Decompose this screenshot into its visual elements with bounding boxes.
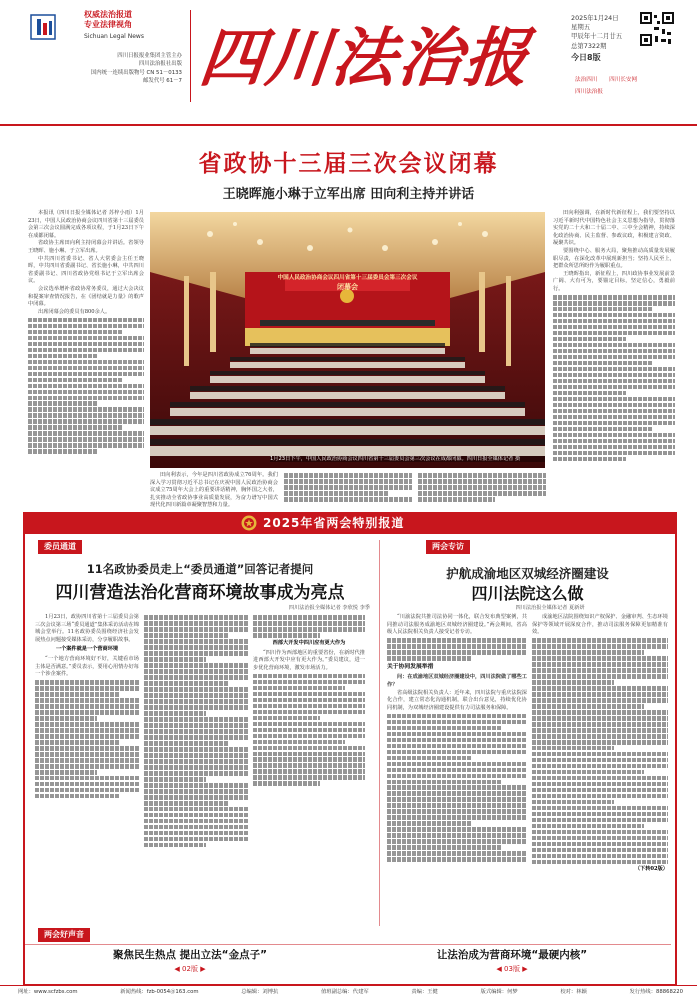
footer-phone: 发行热线：88868220 — [629, 989, 683, 995]
feature-paragraph: 1月23日，政协四川省第十三届委员会第三次会议第三场“委员通道”集体采访活动在锦城会堂举行。11名政协委员围绕经济社会发展热点问题接受媒体采访，分享履职故事。 — [35, 614, 139, 643]
paper-emblem-icon — [30, 14, 56, 40]
teaser-page-1[interactable]: 02版 — [182, 965, 198, 973]
brand-fazhi-sichuan: 法治四川 — [575, 77, 598, 83]
tag-voices: 两会好声音 — [38, 928, 90, 942]
feature-left-pretitle: 11名政协委员走上“委员通道”回答记者提问 — [86, 562, 314, 576]
feature-right-byline: 四川法治报全媒体记者 夏新妍 — [515, 605, 585, 611]
continued-notice[interactable]: （下转02版） — [634, 865, 668, 872]
issue-number: 总第7322期 — [571, 41, 607, 50]
footer-duty-editor: 值班副总编：代建军 — [320, 989, 369, 995]
brand-paper: 四川法治报 — [575, 89, 603, 95]
feature-right-col-2 — [532, 614, 668, 873]
lead-photo — [150, 212, 545, 468]
arrow-left-icon: ◀ — [496, 965, 502, 973]
footer-layout: 版式编辑：何梦 — [480, 989, 518, 995]
paper-english-name: Sichuan Legal News — [84, 33, 144, 40]
feature-left-title: 四川营造法治化营商环境故事成为亮点 — [55, 583, 345, 603]
lead-paragraph: 王晓晖指出，新征程上，四川政协事业发展前景广阔、大有可为，要锚定目标，坚定信心，勇毅前行。 — [553, 270, 675, 292]
photo-caption: 1月23日下午，中国人民政治协商会议四川省第十三届委员会第三次会议在成都闭幕。四川日报全媒体记者 摄 — [270, 456, 545, 462]
lead-paragraph: 出席闭幕会的委员有800余人。 — [38, 308, 111, 315]
teaser-item-2[interactable] — [352, 947, 672, 975]
lead-paragraph: 田向利表示，今年是四川省政协成立76周年。我们深入学习贯彻习近平总书记在庆祝中国人民政治协商会议成立75周年大会上的重要讲话精神，胸怀国之大者，扎实推动全省政协事业高质量发展，为奋力谱写中国式现代化四川新篇章凝聚智慧和力量。 — [150, 472, 278, 509]
issue-weekday: 星期五 — [571, 23, 591, 32]
lead-column-3 — [284, 472, 412, 503]
lead-paragraph: 中共四川省委书记、省人大常委会主任王晓晖，中共四川省委副书记、省长施小琳，中共四川省委副书记、四川省政协党组书记于立军出席会议。 — [28, 255, 144, 285]
publisher-line-1: 四川日报报业集团主管主办 — [117, 53, 182, 59]
paper-logo-text: 四川法治报 — [196, 21, 534, 96]
feature-right-title-2: 四川法院这么做 — [471, 584, 584, 603]
footer-tip-line: 新闻热线：fzb-0054＠163.com — [120, 989, 199, 995]
cppcc-emblem-icon — [241, 515, 257, 531]
arrow-right-icon: ▶ — [522, 965, 528, 973]
footer-editor: 责编：王健 — [411, 989, 438, 995]
lead-column-2 — [150, 472, 278, 510]
lead-subheadline: 王晓晖施小琳于立军出席 田向利主持并讲话 — [222, 187, 475, 202]
qr-code-icon — [640, 12, 674, 46]
interview-question: 问：在成渝地区双城经济圈建设中，四川法院做了哪些工作？ — [387, 674, 527, 688]
lead-headline: 省政协十三届三次会议闭幕 — [198, 151, 499, 177]
page-count: 今日8版 — [571, 52, 601, 62]
slogan-1: 权威法治报道 — [84, 10, 132, 19]
feature-left-col-3 — [253, 614, 365, 787]
lead-paragraph: 会议选举增补省政协常务委员，通过大会决议和提案审查情况报告，在《团结就是力量》的歌声中闭幕。 — [28, 285, 144, 308]
interview-answer: 省高级法院相关负责人：近年来，四川法院与重庆法院深化合作，建立常态化沟通机制，联合出台意见，持续优化协同机制，为双城经济圈建设提供有力司法服务和保障。 — [387, 689, 527, 711]
lead-paragraph: 要围绕中心、服务大局，聚焦推动高质量发展履职尽责，在深化改革中展现新担当；坚持人民至上，把群众所思所盼作为履职重点。 — [553, 247, 675, 270]
feature-left-col-1 — [35, 614, 139, 800]
feature-subhead: 西部大开发中四川应有更大作为 — [272, 639, 346, 646]
footer-website[interactable]: 网址：www.scfzbs.com — [18, 989, 78, 995]
feature-right-title-1: 护航成渝地区双城经济圈建设 — [446, 566, 609, 581]
lead-paragraph: 本报讯（四川日报全媒体记者 苏梓小雨）1月23日，中国人民政治协商会议四川省第十三届委员会第三次会议圆满完成各项议程，于1月23日下午在成都闭幕。 — [28, 210, 144, 239]
footer-chief-editor: 总编辑：刘博抗 — [241, 989, 279, 995]
lead-paragraph: 田向利强调，在新时代新征程上，我们要坚持以习近平新时代中国特色社会主义思想为指导，贯彻落实党的二十大和二十届二中、三中全会精神，持续深化政治协商、民主监督、参政议政，积极建言资政、凝聚共识。 — [553, 210, 675, 247]
tag-interview: 两会专访 — [426, 540, 470, 554]
feature-paragraph: “四川作为西部地区的重要省份，在新时代推进西部大开发中应有更大作为。”委员建议，进一步优化营商环境，激发市场活力。 — [253, 649, 365, 671]
feature-subhead: 一个案件就是一个营商环境 — [55, 646, 119, 653]
feature-left-byline: 四川法治报全媒体记者 李欣悦 李季 — [288, 605, 370, 611]
masthead — [0, 0, 697, 130]
footer-proof: 校对：林颖 — [560, 989, 587, 995]
lead-column-1 — [28, 210, 144, 455]
feature-subhead: 关于协同发展举措 — [387, 663, 434, 670]
photo-banner: 中国人民政治协商会议四川省第十三届委员会第三次会议 — [277, 275, 418, 281]
issue-date: 2025年1月24日 — [571, 14, 619, 22]
teaser-title-2[interactable]: 让法治成为营商环境“最硬内核” — [436, 949, 588, 961]
tag-committee-channel: 委员通道 — [38, 540, 82, 554]
arrow-left-icon: ◀ — [174, 965, 180, 973]
feature-right-col-1 — [387, 614, 527, 863]
feature-left-col-2 — [144, 614, 248, 849]
arrow-right-icon: ▶ — [200, 965, 206, 973]
lead-column-4 — [553, 210, 675, 462]
publisher-line-2: 四川法治报社出版 — [138, 61, 182, 68]
cn-code: 国内统一连续出版物号 CN 51－0133 — [90, 69, 182, 76]
postal-code: 邮发代号 61－7 — [143, 78, 182, 85]
teaser-title-1[interactable]: 聚焦民生热点 提出立法“金点子” — [113, 949, 267, 961]
feature-paragraph: “一个地方营商环境好不好，关键看市场主体是否满意。”委员表示，要用心用情办好每一个涉企案件。 — [35, 655, 139, 678]
teaser-item-1[interactable] — [30, 947, 350, 975]
lead-paragraph: 省政协主席田向利主持闭幕会并讲话。省领导王晓晖、施小琳、于立军出席。 — [28, 240, 144, 254]
teaser-page-2[interactable]: 03版 — [504, 965, 520, 973]
special-report-title: 2025年省两会特别报道 — [263, 516, 405, 530]
paper-logo — [196, 20, 534, 100]
slogan-2: 专业法律视角 — [84, 20, 132, 29]
special-report-banner — [23, 512, 677, 534]
feature-paragraph: “川渝法院共推司法协同一体化，联合发布典型案例，共同推动司法服务成渝地区双城经济圈建设。”两会期间，省高级人民法院相关负责人接受记者专访。 — [387, 614, 527, 636]
lead-column-3b — [418, 472, 546, 503]
lunar-date: 甲辰年十二月廿五 — [571, 32, 623, 41]
brand-changan: 四川长安网 — [609, 77, 638, 83]
photo-banner-title: 闭幕会 — [337, 283, 358, 291]
assembly-hall-photo — [150, 212, 545, 468]
feature-paragraph: 成渝地区法院围绕知识产权保护、金融审判、生态环境保护等领域开展深度合作，推动司法服务保障更加精准有效。 — [532, 614, 668, 636]
footer-bar — [18, 988, 683, 996]
